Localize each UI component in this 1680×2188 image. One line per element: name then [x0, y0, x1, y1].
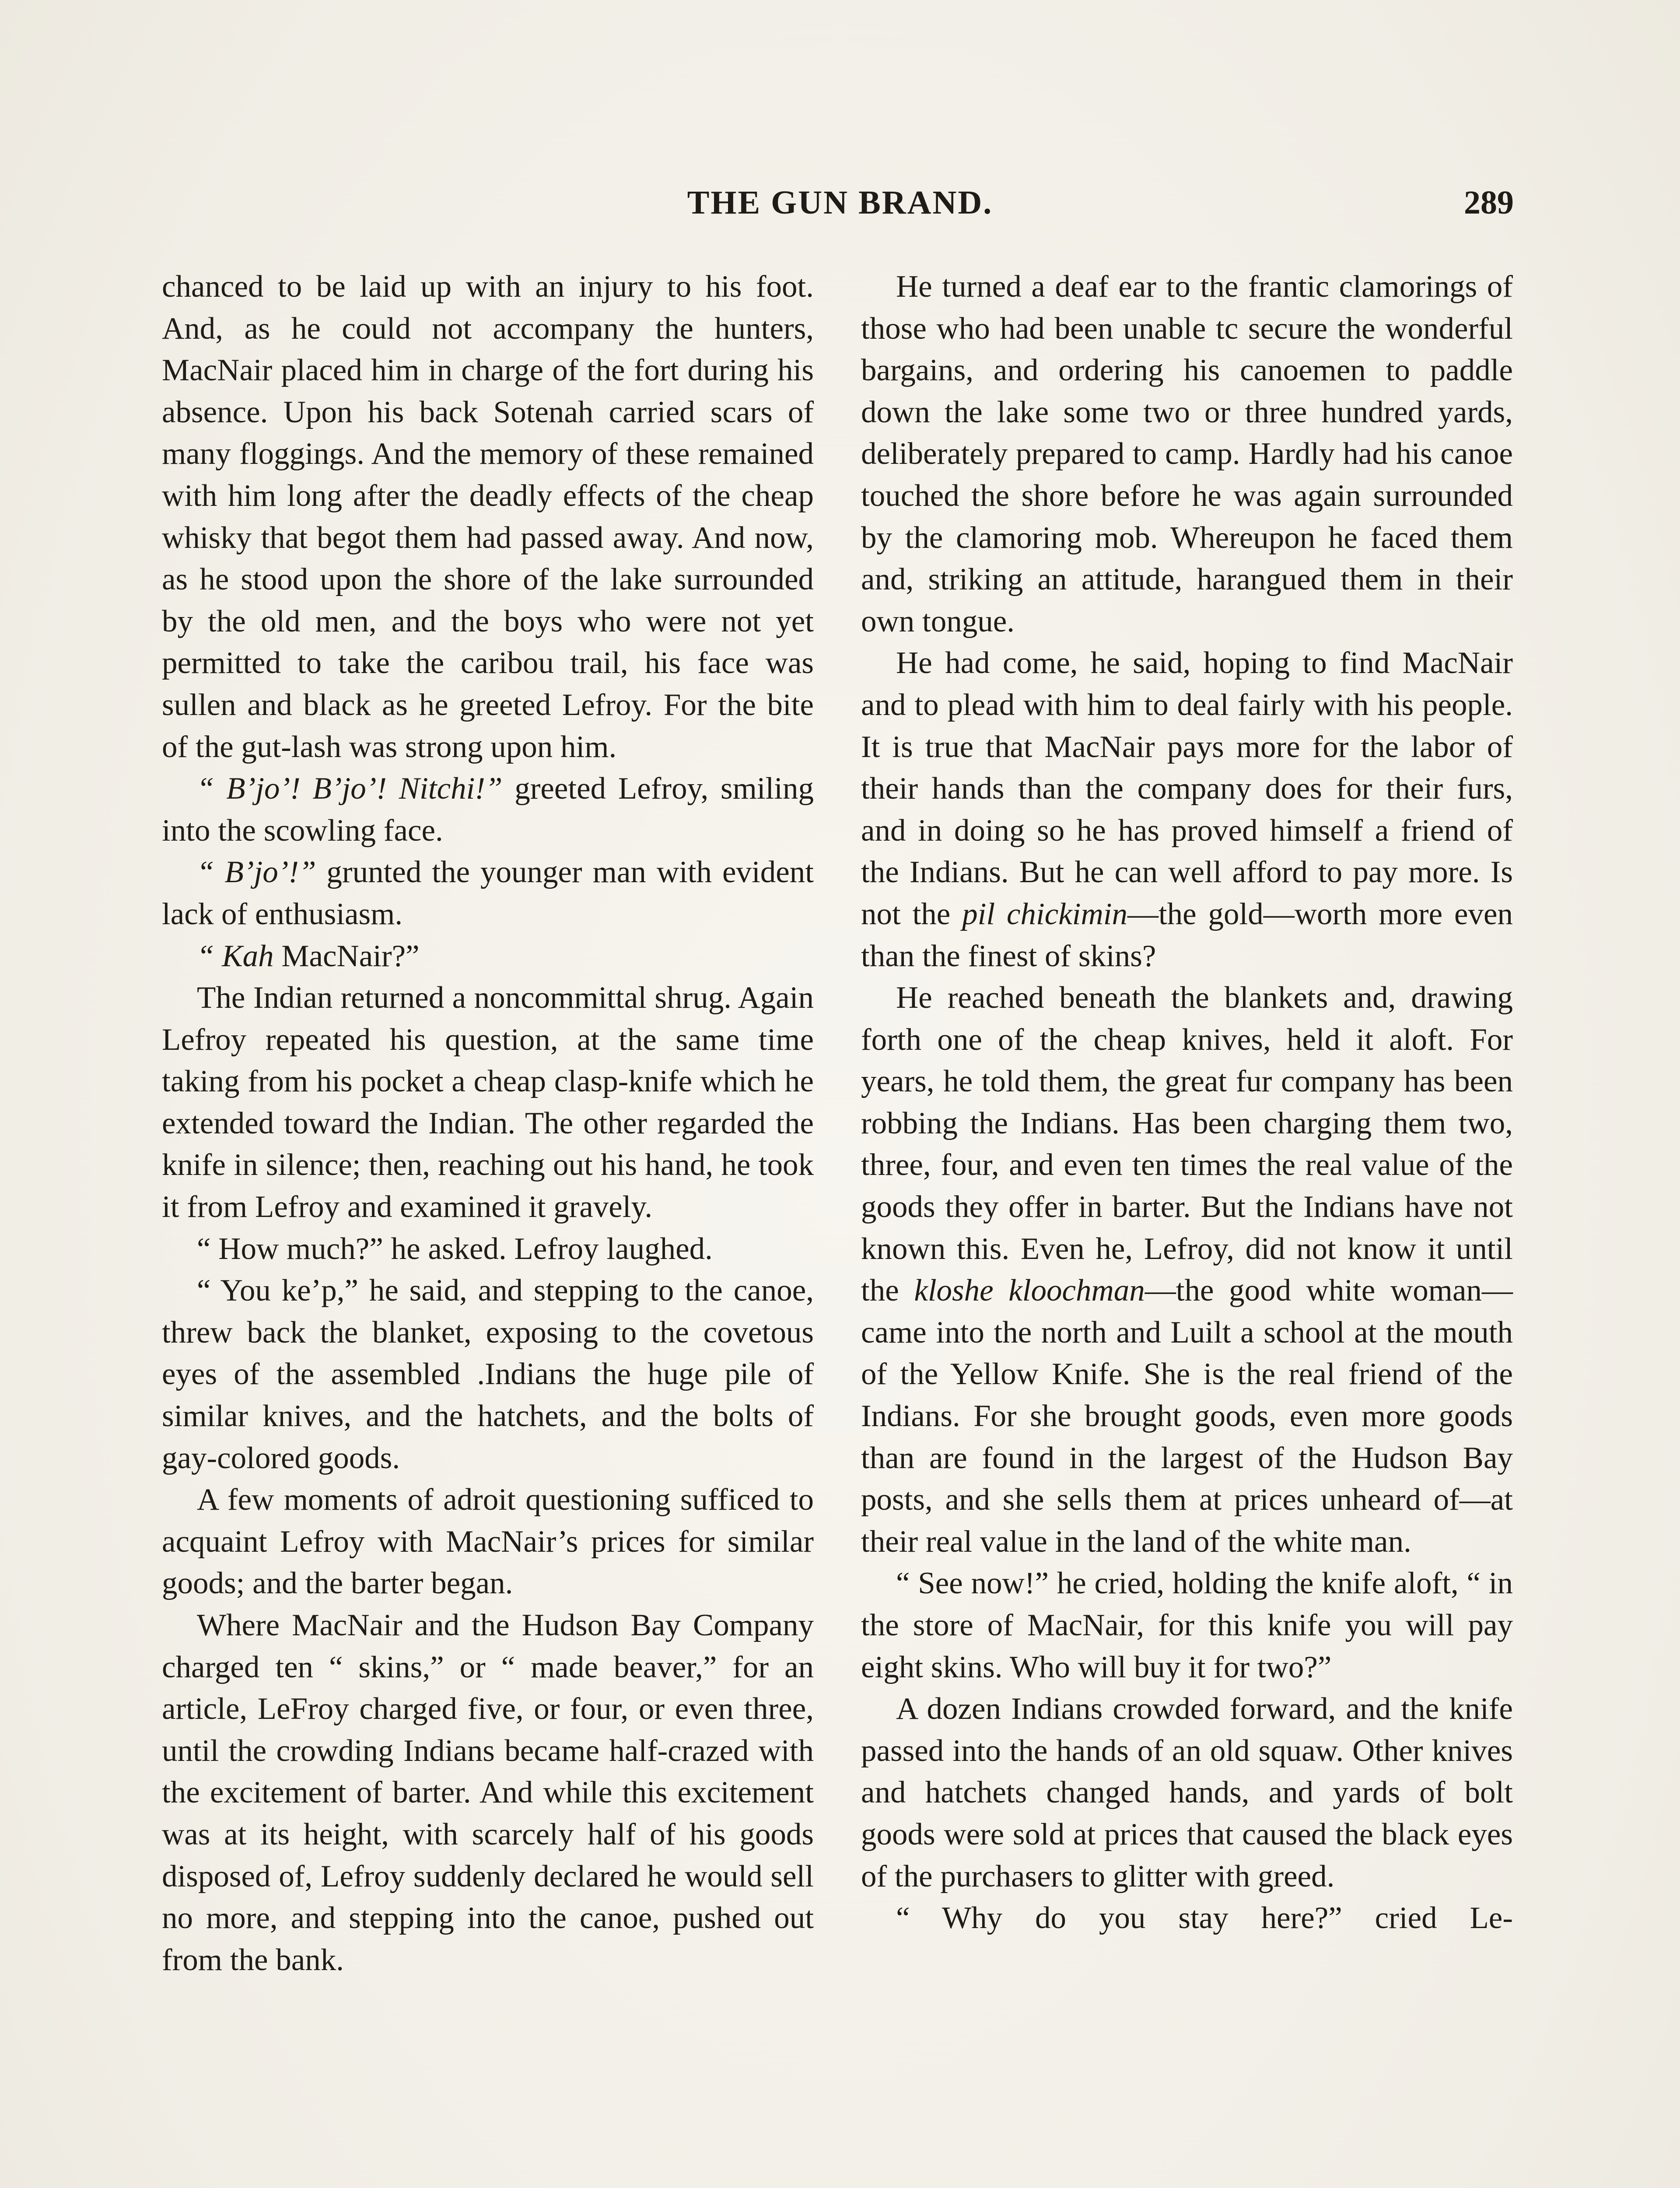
right-paragraph-3-italic: kloshe kloochman — [914, 1273, 1145, 1308]
left-paragraph-8: A few moments of adroit questioning sufficed to acquaint Lefroy with MacNair’s prices for similar goods; and the barter began. — [162, 1483, 814, 1601]
left-paragraph-2-italic: “ B’jo’! B’jo’! Nitchi!” — [197, 771, 503, 806]
left-paragraph-3-italic: “ B’jo’!” — [197, 855, 316, 890]
page-header — [162, 184, 1514, 236]
left-paragraph-2-text: greeted Lefroy, smiling into the scowling face. — [162, 771, 814, 848]
left-paragraph-7: “ You ke’p,” he said, and stepping to the canoe, threw back the blanket, exposing to the covetous eyes of the assembled .Indians the huge pile of similar knives, and the hatchets, and the bolts of gay-colored goods. — [162, 1273, 814, 1475]
left-paragraph-4 — [162, 936, 814, 978]
left-paragraph-3 — [162, 852, 814, 935]
right-paragraph-1: He turned a deaf ear to the frantic clamorings of those who had been unable tc secure the wonderful bargains, and ordering his canoemen to paddle down the lake some two or three hundred yards, deliberately prepared to camp. Hardly had his canoe touched the shore before he was again surrounded by the clamoring mob. Whereupon he faced them and, striking an attitude, harangued them in their own tongue. — [861, 270, 1513, 638]
right-paragraph-3-text-a: He reached beneath the blankets and, drawing forth one of the cheap knives, held it aloft. For years, he told them, the great fur company has been robbing the Indians. Has been charging them two, three, four, and even ten times the real value of the goods they offer in barter. But the Indians have not known this. Even he, Lefroy, did not know it until the — [861, 981, 1513, 1308]
left-paragraph-6: “ How much?” he asked. Lefroy laughed. — [197, 1231, 713, 1266]
left-paragraph-4-text: MacNair?” — [273, 939, 420, 973]
right-paragraph-2-text-a: He had come, he said, hoping to find MacNair and to plead with him to deal fairly with his people. It is true that MacNair pays more for the labor of their hands than the company does for their furs, and in doing so he has proved himself a friend of the Indians. But he can well afford to pay more. Is not the — [861, 646, 1513, 931]
right-paragraph-2-italic: pil chickimin — [962, 897, 1127, 931]
right-paragraph-2 — [861, 642, 1513, 977]
left-paragraph-5: The Indian returned a noncommittal shrug. Again Lefroy repeated his question, at the same time taking from his pocket a cheap clasp-knife which he extended toward the Indian. The other regarded the knife in silence; then, reaching out his hand, he took it from Lefroy and examined it gravely. — [162, 981, 814, 1224]
left-paragraph-1: chanced to be laid up with an injury to his foot. And, as he could not accompany the hunters, MacNair placed him in charge of the fort during his absence. Upon his back Sotenah carried scars of many floggings. And the memory of these remained with him long after the deadly effects of the cheap whisky that begot them had passed away. And now, as he stood upon the shore of the lake surrounded by the old men, and the boys who were not yet permitted to take the caribou trail, his face was sullen and black as he greeted Lefroy. For the bite of the gut-lash was strong upon him. — [162, 270, 814, 764]
left-column — [162, 266, 814, 1981]
right-paragraph-4: “ See now!” he cried, holding the knife aloft, “ in the store of MacNair, for this knife you will pay eight skins. Who will buy it for two?” — [861, 1566, 1513, 1684]
left-paragraph-4-italic: “ Kah — [197, 939, 274, 973]
right-paragraph-3 — [861, 977, 1513, 1563]
running-title: THE GUN BRAND. — [687, 184, 993, 221]
left-paragraph-3-text: grunted the younger man with evident lack of enthusiasm. — [162, 855, 814, 931]
right-paragraph-2-text-b: —the gold—worth more even than the finest of skins? — [861, 897, 1513, 973]
right-paragraph-6: “ Why do you stay here?” cried Le- — [896, 1901, 1513, 1936]
left-paragraph-9: Where MacNair and the Hudson Bay Company charged ten “ skins,” or “ made beaver,” for an article, LeFroy charged five, or four, or even three, until the crowding Indians became half-crazed with the excitement of barter. And while this excitement was at its height, with scarcely half of his goods disposed of, Lefroy suddenly declared he would sell no more, and stepping into the canoe, pushed out from the bank. — [162, 1608, 814, 1977]
page-number: 289 — [1464, 184, 1514, 221]
right-paragraph-3-text-b: —the good white woman—came into the north and Luilt a school at the mouth of the Yellow Knife. She is the real friend of the Indians. For she brought goods, even more goods than are found in the largest of the Hudson Bay posts, and she sells them at prices unheard of—at their real value in the land of the white man. — [861, 1273, 1513, 1559]
left-paragraph-2 — [162, 768, 814, 852]
right-column — [861, 266, 1513, 1939]
right-paragraph-5: A dozen Indians crowded forward, and the knife passed into the hands of an old squaw. Other knives and hatchets changed hands, and yards of bolt goods were sold at prices that caused the black eyes of the purchasers to glitter with greed. — [861, 1692, 1513, 1893]
